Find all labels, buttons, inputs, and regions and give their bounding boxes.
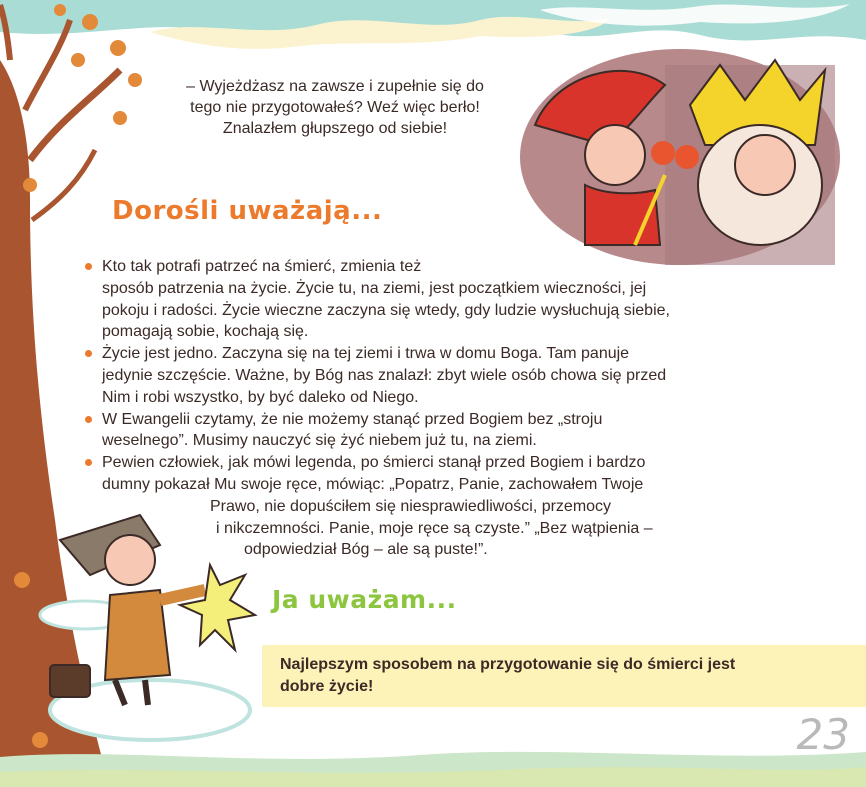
bullet-dot (85, 416, 92, 423)
heading-me: Ja uważam... (272, 585, 457, 614)
bullet-item (84, 256, 804, 343)
bullet-line: Pewien człowiek, jak mówi legenda, po śmierci stanął przed Bogiem i bardzo (102, 454, 646, 472)
bullet-line: W Ewangelii czytamy, że nie możemy stanąć przed Bogiem bez „stroju (102, 410, 603, 428)
page-number: 23 (796, 710, 850, 759)
quote-line: Znalazłem głupszego od siebie! (222, 120, 448, 137)
heading-adults: Dorośli uważają... (112, 196, 383, 226)
bullet-line: odpowiedział Bóg – ale są puste!”. (244, 541, 488, 559)
bullet-line: Prawo, nie dopuściłem się niesprawiedliwości, przemocy (210, 497, 612, 515)
bullet-line: i nikczemności. Panie, moje ręce są czyste.” „Bez wątpienia – (216, 519, 653, 537)
bullet-line: pomagają sobie, kochają się. (102, 323, 309, 341)
bullet-item (84, 343, 804, 408)
bullet-line: Życie jest jedno. Zaczyna się na tej ziemi i trwa w domu Boga. Tam panuje (102, 345, 630, 363)
bullet-dot (85, 263, 92, 270)
ground-decoration (0, 727, 866, 787)
answer-line: Najlepszym sposobem na przygotowanie się do śmierci jest (280, 656, 736, 673)
bullet-dot (85, 459, 92, 466)
bullet-item (84, 452, 804, 561)
bullet-line: dumny pokazał Mu swoje ręce, mówiąc: „Popatrz, Panie, zachowałem Twoje (102, 475, 644, 493)
bullet-dot (85, 350, 92, 357)
bullet-list (84, 256, 804, 561)
answer-box (262, 645, 866, 707)
jester-quote (155, 76, 515, 139)
jester-king-illustration (515, 45, 845, 270)
bullet-item (84, 409, 804, 453)
bullet-line: Kto tak potrafi patrzeć na śmierć, zmienia też (102, 258, 422, 275)
answer-line: dobre życie! (280, 678, 374, 695)
bullet-line: weselnego”. Musimy nauczyć się żyć niebem już tu, na ziemi. (102, 432, 537, 450)
bullet-line: Nim i robi wszystko, by być daleko od Niego. (102, 388, 419, 406)
bullet-line: pokoju i radości. Życie wieczne zaczyna się wtedy, gdy ludzie wysłuchują siebie, (102, 301, 670, 319)
bullet-line: sposób patrzenia na życie. Życie tu, na ziemi, jest początkiem wieczności, jej (102, 279, 647, 297)
quote-line: – Wyjeżdżasz na zawsze i zupełnie się do (186, 78, 484, 95)
bullet-line: jedynie szczęście. Ważne, by Bóg nas znalazł: zbyt wiele osób chowa się przed (102, 366, 667, 384)
answer-text (280, 654, 735, 698)
quote-line: tego nie przygotowałeś? Weź więc berło! (190, 99, 480, 116)
